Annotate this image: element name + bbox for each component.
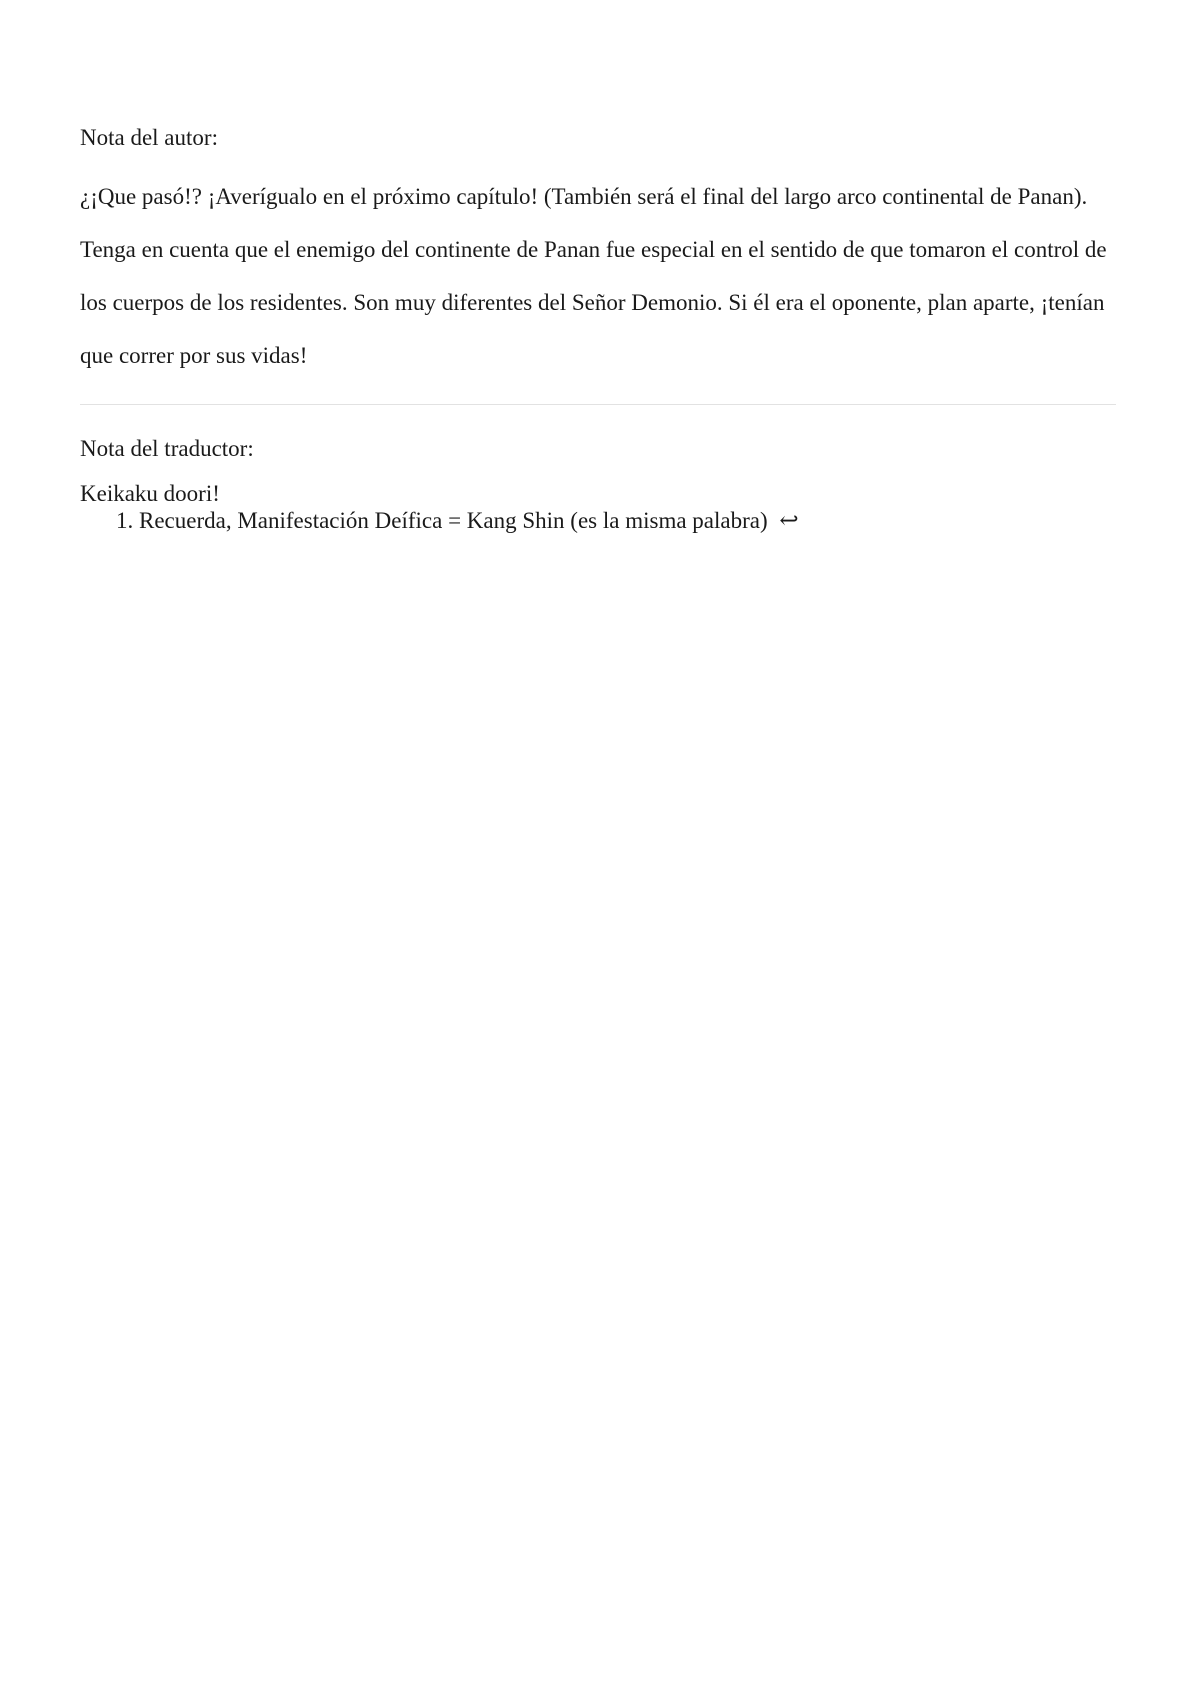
translator-note-line: Keikaku doori!: [80, 481, 220, 506]
author-note-body: ¿¡Que pasó!? ¡Averígualo en el próximo capítulo! (También será el final del largo arco continental de Panan). Tenga en cuenta que el enemigo del continente de Panan fue especial en el sentido de que tomaron el control de los cuerpos de los residentes. Son muy diferentes del Señor Demonio. Si él era el oponente, plan aparte, ¡tenían que correr por sus vidas!: [80, 184, 1107, 368]
footnote-text: Recuerda, Manifestación Deífica = Kang Shin (es la misma palabra): [139, 508, 768, 533]
section-divider: [80, 404, 1116, 405]
author-note-heading: Nota del autor:: [80, 125, 218, 150]
footnote-number: 1.: [116, 508, 134, 533]
document-page: [80, 120, 1116, 535]
translator-note-heading: Nota del traductor:: [80, 436, 254, 461]
return-arrow-icon[interactable]: ↩: [779, 508, 799, 533]
footnote-item: [116, 507, 1116, 535]
footnote-list: [80, 507, 1116, 535]
